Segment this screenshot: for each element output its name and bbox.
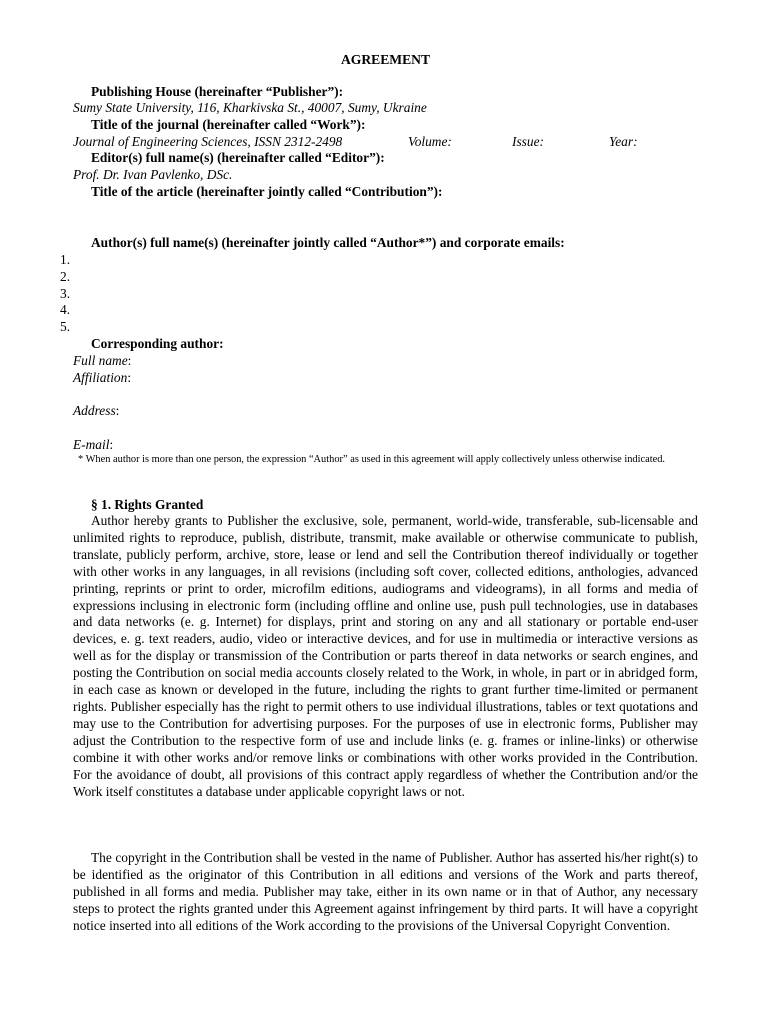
issue-label: Issue:: [512, 134, 544, 149]
footnote: * When author is more than one person, the expression “Author” as used in this agreement will apply collectively unless otherwise indicated.: [78, 454, 666, 465]
author-number: 3.: [60, 286, 71, 301]
address-field: Address:: [73, 403, 120, 418]
publisher-value: Sumy State University, 116, Kharkivska St., 40007, Sumy, Ukraine: [73, 100, 427, 115]
section-1-title: § 1. Rights Granted: [91, 497, 204, 512]
year-label: Year:: [609, 134, 638, 149]
author-number: 1.: [60, 252, 71, 267]
authors-label: Author(s) full name(s) (hereinafter jointly called “Author*”) and corporate emails:: [91, 235, 565, 250]
volume-label: Volume:: [408, 134, 452, 149]
article-label: Title of the article (hereinafter jointly called “Contribution”):: [91, 184, 443, 199]
editor-label: Editor(s) full name(s) (hereinafter called “Editor”):: [91, 150, 385, 165]
affiliation-field: Affiliation:: [73, 370, 132, 385]
publisher-label: Publishing House (hereinafter “Publisher”):: [91, 84, 344, 99]
document-title: AGREEMENT: [340, 52, 431, 67]
email-field: E-mail:: [73, 437, 114, 452]
journal-label: Title of the journal (hereinafter called “Work”):: [91, 117, 366, 132]
editor-value: Prof. Dr. Ivan Pavlenko, DSc.: [73, 167, 233, 182]
journal-value: Journal of Engineering Sciences, ISSN 2312-2498: [73, 134, 343, 149]
fullname-field: Full name:: [73, 353, 132, 368]
section-1-paragraph-1: Author hereby grants to Publisher the exclusive, sole, permanent, world-wide, transferable, sub-licensable and unlimited rights to reproduce, publish, distribute, transmit, make available or otherwise communicate to publish, translate, publicly perform, archive, store, lease or lend and sell the Contribution thereof individually or together with other works in any languages, in all revisions (including soft cover, collected editions, anthologies, advanced printing, reprints or print to order, microfilm editions, audiograms and videograms), in all forms and media of expressions inclusing in electronic form (including offline and online use, push pull technologies, use in databases and data networks (e. g. Internet) for displays, print and storing on any and all stationary or portable end-user devices, e. g. text readers, audio, video or interactive devices, and for use in multimedia or interactive versions as well as for the display or transmission of the Contribution or parts thereof in data networks or search engines, and posting the Contribution on social media accounts closely related to the Work, in whole, in part or in abridged form, in each case as known or developed in the future, including the rights to grant further time-limited or permanent rights. Publisher especially has the right to permit others to use individual illustrations, tables or text quotations and may use to the Contribution for advertising purposes. For the purposes of use in electronic forms, Publisher may adjust the Contribution to the respective form of use and include links (e. g. frames or inline-links) or otherwise combine it with other works and/or remove links or combinations with other works provided in the Contribution. For the avoidance of doubt, all provisions of this contract apply regardless of whether the Contribution and/or the Work itself constitutes a database under applicable copyright laws or not.: [73, 513, 698, 799]
corresponding-label: Corresponding author:: [91, 336, 224, 351]
author-number: 4.: [60, 302, 71, 317]
section-1-paragraph-2: The copyright in the Contribution shall be vested in the name of Publisher. Author has asserted his/her right(s) to be identified as the originator of this Contribution in all editions and versions of the Work and parts thereof, published in all forms and media. Publisher may take, either in its own name or in that of Author, any necessary steps to protect the rights granted under this Agreement against infringement by third parts. It will have a copyright notice inserted into all editions of the Work according to the provisions of the Universal Copyright Convention.: [73, 850, 698, 933]
author-number: 5.: [60, 319, 71, 334]
author-number: 2.: [60, 269, 71, 284]
